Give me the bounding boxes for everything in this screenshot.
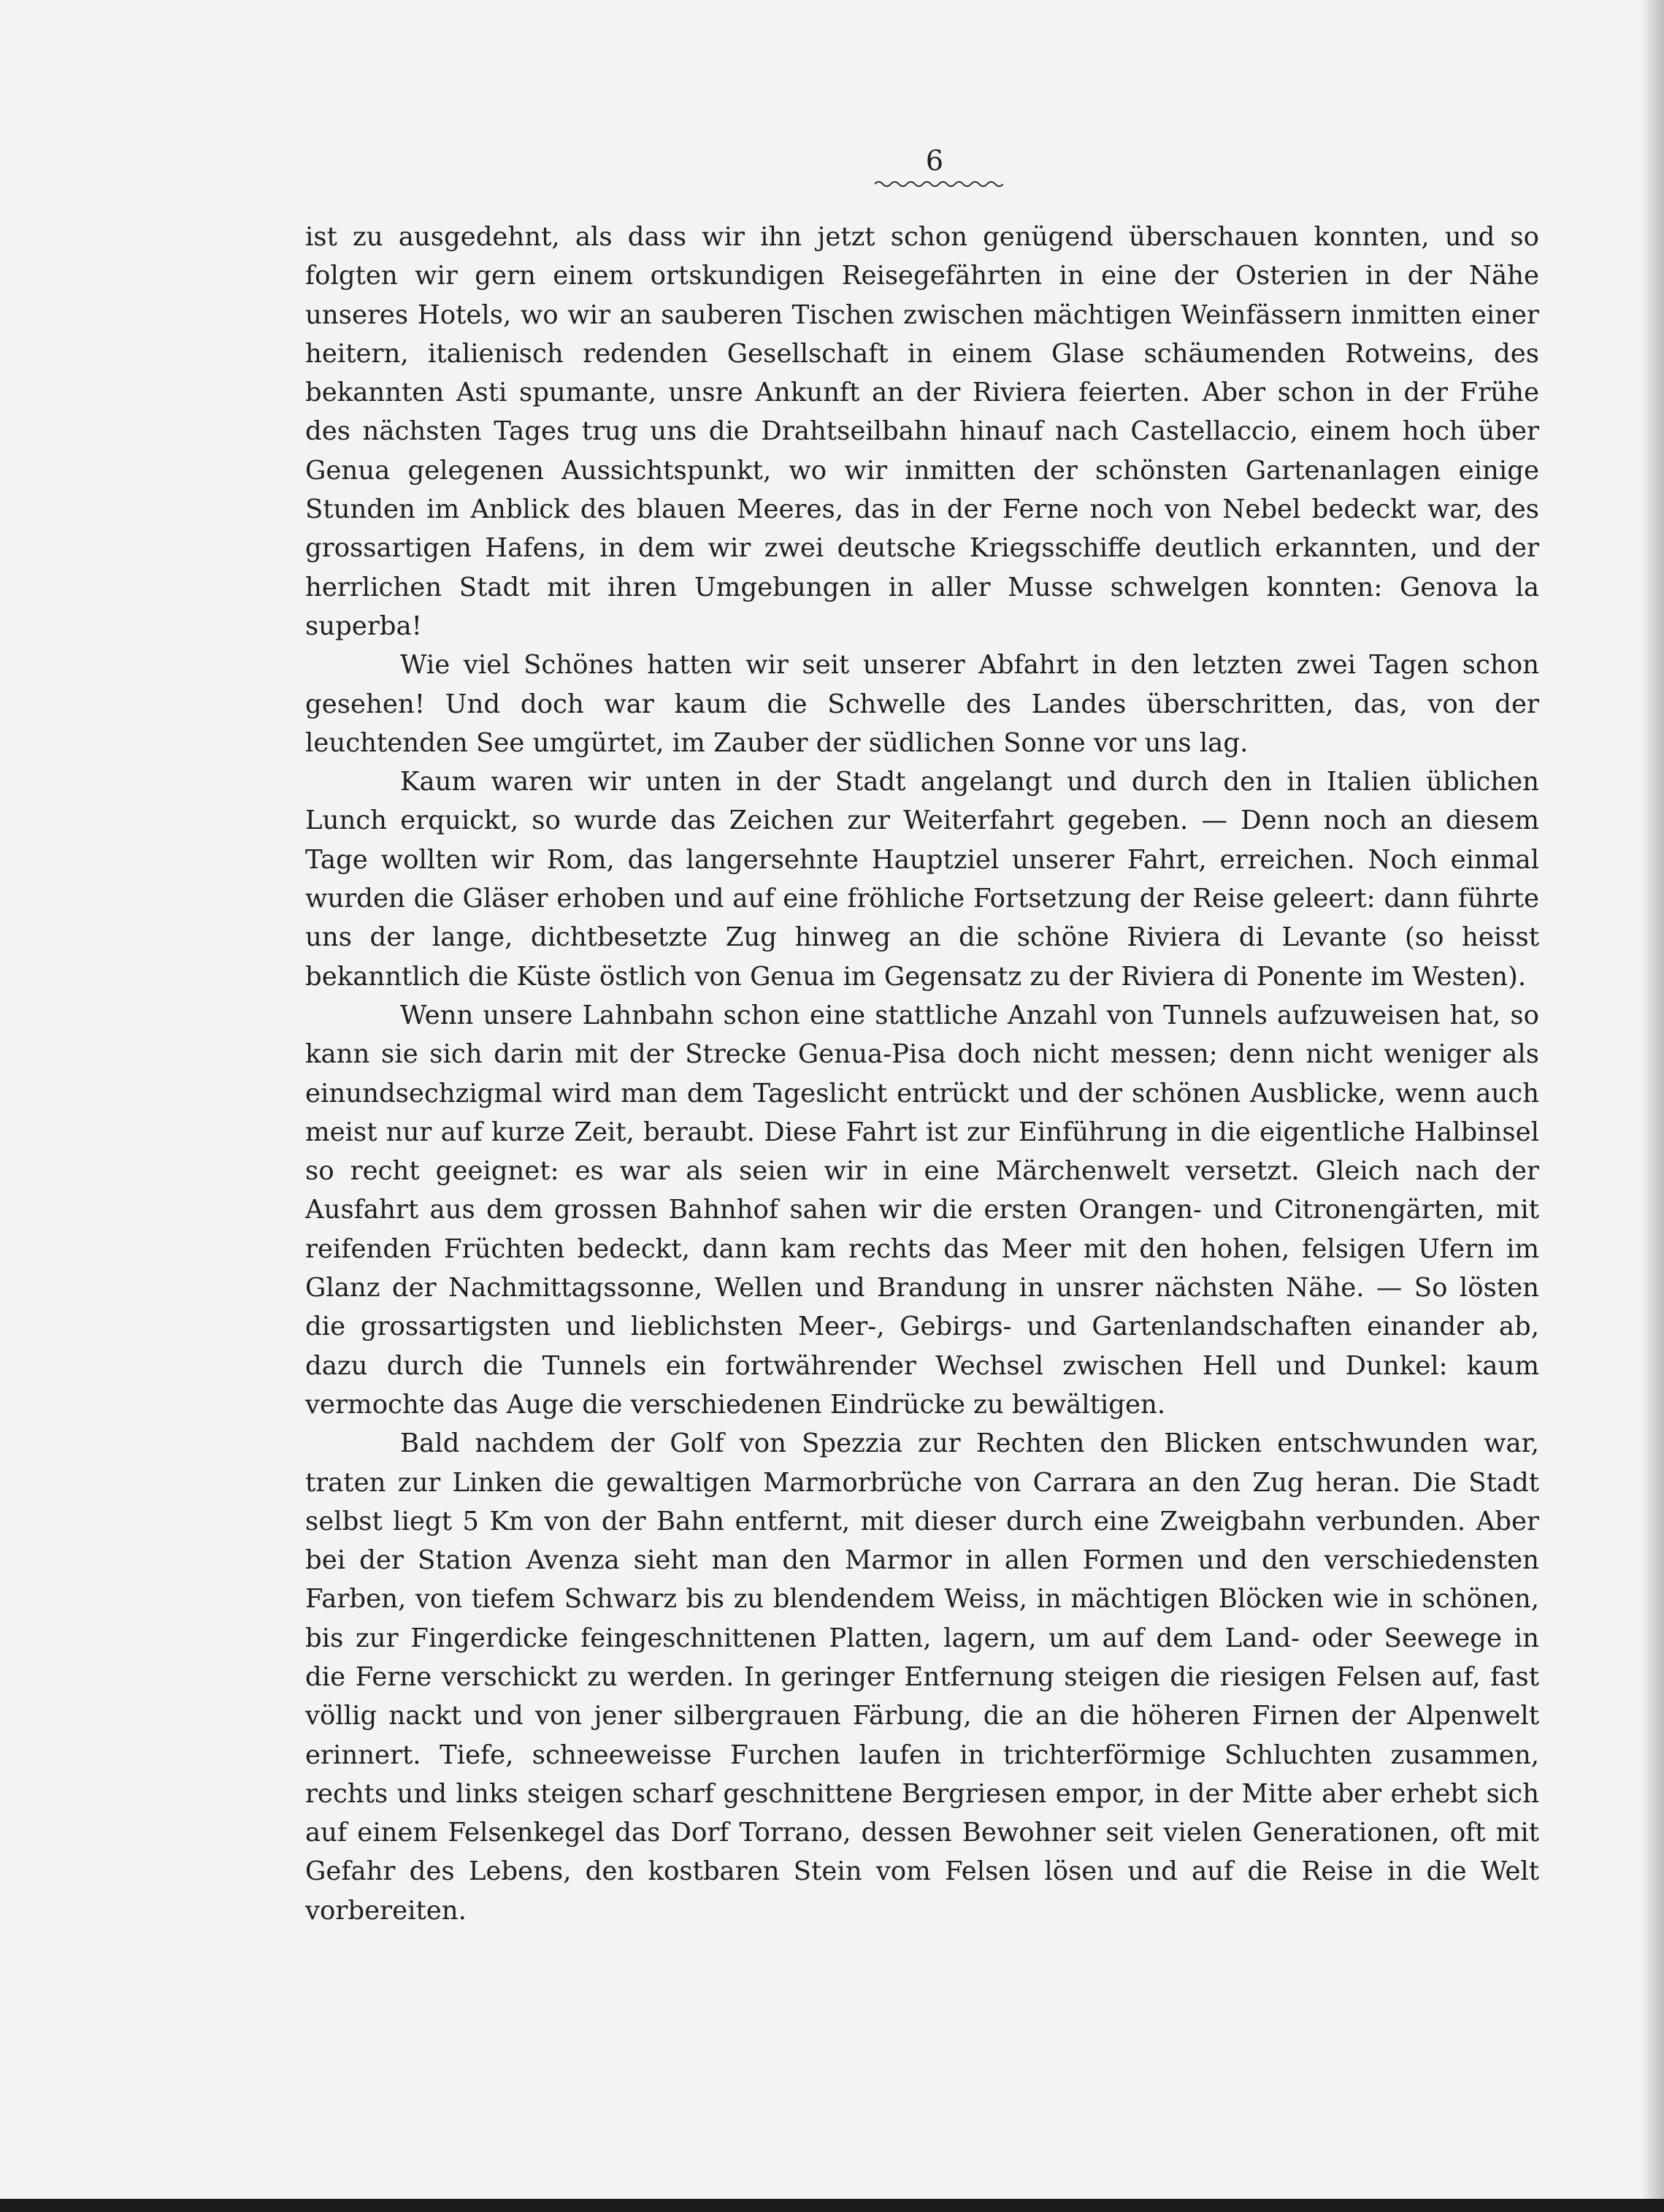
scan-bottom-edge xyxy=(0,2199,1664,2212)
paragraph-3: Kaum waren wir unten in der Stadt angelangt und durch den in Italien üblichen Lunch erquickt, so wurde das Zeichen zur Weiterfahrt gegeben. — Denn noch an diesem Tage wollten wir Rom, das langersehnte Hauptziel unserer Fahrt, erreichen. Noch einmal wurden die Gläser erhoben und auf eine fröhliche Fortsetzung der Reise geleert: dann führte uns der lange, dichtbesetzte Zug hinweg an die schöne Riviera di Levante (so heisst bekanntlich die Küste östlich von Genua im Gegensatz zu der Riviera di Ponente im Westen). xyxy=(305,767,1539,992)
paragraph-1: ist zu ausgedehnt, als dass wir ihn jetzt schon genügend überschauen konnten, und so folgten wir gern einem ortskundigen Reisegefährten in eine der Osterien in der Nähe unseres Hotels, wo wir an sauberen Tischen zwischen mächtigen Weinfässern inmitten einer heitern, italienisch redenden Gesellschaft in einem Glase schäumenden Rotweins, des bekannten Asti spumante, unsre Ankunft an der Riviera feierten. Aber schon in der Frühe des nächsten Tages trug uns die Drahtseilbahn hinauf nach Castellaccio, einem hoch über Genua gelegenen Aussichtspunkt, wo wir inmitten der schönsten Gartenanlagen einige Stunden im Anblick des blauen Meeres, das in der Ferne noch von Nebel bedeckt war, des grossartigen Hafens, in dem wir zwei deutsche Kriegsschiffe deutlich erkannten, und der herrlichen Stadt mit ihren Umgebungen in aller Musse schwelgen konnten: Genova la superba! xyxy=(305,222,1539,641)
paragraph-5: Bald nachdem der Golf von Spezzia zur Rechten den Blicken entschwunden war, traten zur Linken die gewaltigen Marmorbrüche von Carrara an den Zug heran. Die Stadt selbst liegt 5 Km von der Bahn entfernt, mit dieser durch eine Zweigbahn verbunden. Aber bei der Station Avenza sieht man den Marmor in allen Formen und den verschiedensten Farben, von tiefem Schwarz bis zu blendendem Weiss, in mächtigen Blöcken wie in schönen, bis zur Fingerdicke feingeschnittenen Platten, lagern, um auf dem Land- oder Seewege in die Ferne verschickt zu werden. In geringer Entfernung steigen die riesigen Felsen auf, fast völlig nackt und von jener silbergrauen Färbung, die an die höheren Firnen der Alpenwelt erinnert. Tiefe, schneeweisse Furchen laufen in trichterförmige Schluchten zusammen, rechts und links steigen scharf geschnittene Bergriesen empor, in der Mitte aber erhebt sich auf einem Felsenkegel das Dorf Torrano, dessen Bewohner seit vielen Generationen, oft mit Gefahr des Lebens, den kostbaren Stein vom Felsen lösen und auf die Reise in die Welt vorbereiten. xyxy=(305,1428,1539,1926)
paragraph-2: Wie viel Schönes hatten wir seit unserer Abfahrt in den letzten zwei Tagen schon gesehen! Und doch war kaum die Schwelle des Landes überschritten, das, von der leuchtenden See umgürtet, im Zauber der südlichen Sonne vor uns lag. xyxy=(305,650,1539,758)
page-edge-shadow xyxy=(1642,0,1664,2212)
wavy-rule-ornament xyxy=(875,178,1003,190)
paragraph-4: Wenn unsere Lahnbahn schon eine stattliche Anzahl von Tunnels aufzuweisen hat, so kann sie sich darin mit der Strecke Genua-Pisa doch nicht messen; denn nicht weniger als einundsechzigmal wird man dem Tageslicht entrückt und der schönen Ausblicke, wenn auch meist nur auf kurze Zeit, beraubt. Diese Fahrt ist zur Einführung in die eigentliche Halbinsel so recht geeignet: es war als seien wir in eine Märchenwelt versetzt. Gleich nach der Ausfahrt aus dem grossen Bahnhof sahen wir die ersten Orangen- und Citronengärten, mit reifenden Früchten bedeckt, dann kam rechts das Meer mit den hohen, felsigen Ufern im Glanz der Nachmittagssonne, Wellen und Brandung in unsrer nächsten Nähe. — So lösten die grossartigsten und lieblichsten Meer-, Gebirgs- und Gartenlandschaften einander ab, dazu durch die Tunnels ein fortwährender Wechsel zwischen Hell und Dunkel: kaum vermochte das Auge die verschiedenen Eindrücke zu bewältigen. xyxy=(305,1000,1539,1420)
body-text xyxy=(305,218,1539,1930)
page-number: 6 xyxy=(925,145,944,177)
